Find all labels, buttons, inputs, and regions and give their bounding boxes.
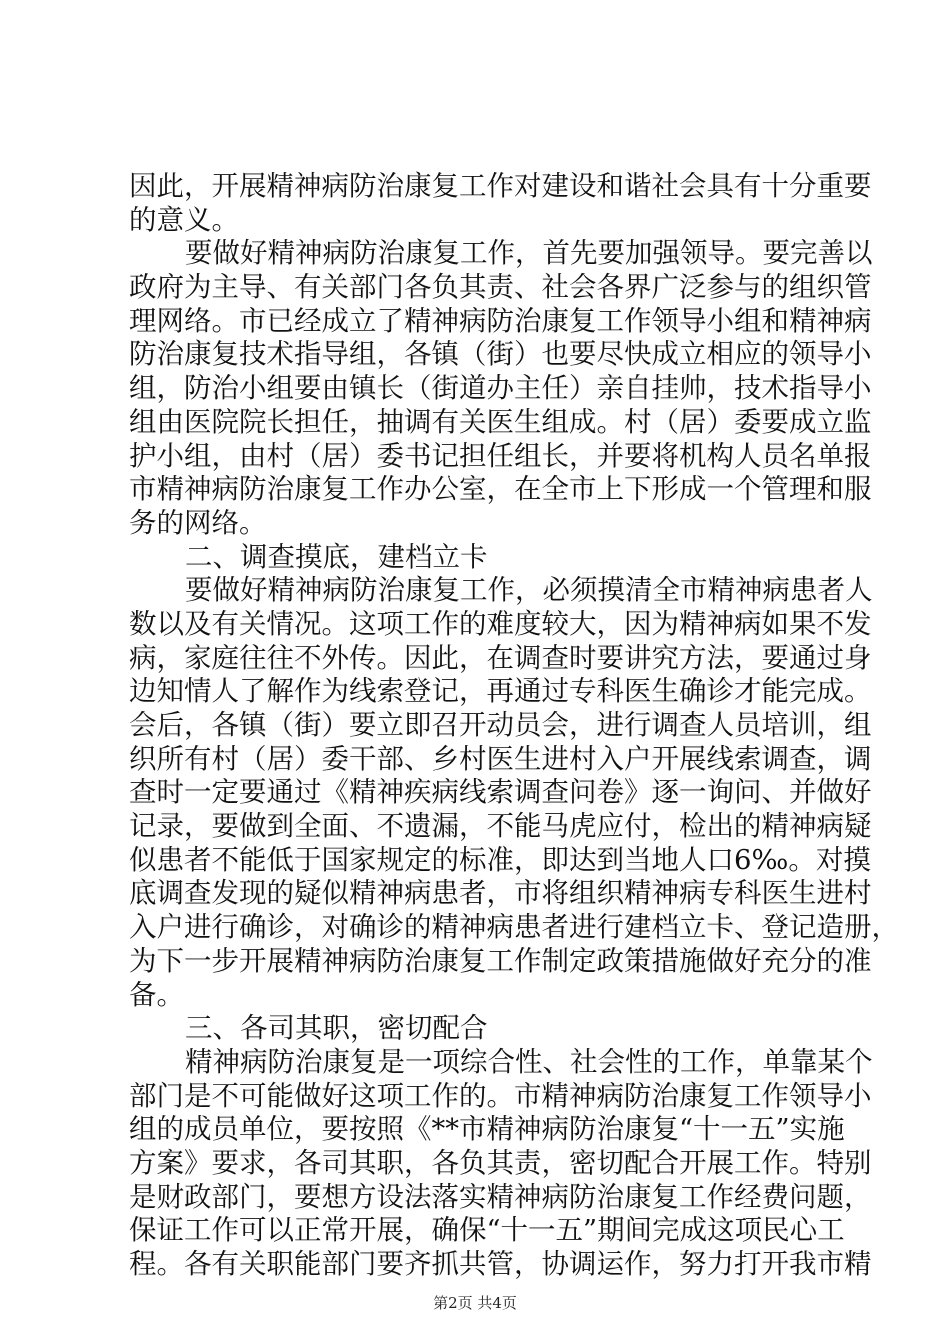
page-footer	[0, 1292, 950, 1313]
text-line: 备。	[129, 978, 184, 1011]
text-line: 理网络。市已经成立了精神病防治康复工作领导小组和精神病	[129, 304, 872, 337]
document-body	[129, 170, 899, 1282]
paragraph	[129, 1012, 829, 1046]
paragraph	[129, 237, 873, 540]
text-line: 似患者不能低于国家规定的标准，即达到当地人口6‰。对摸	[129, 843, 871, 876]
text-line: 精神病防治康复是一项综合性、社会性的工作，单靠某个	[185, 1045, 873, 1078]
text-line: 是财政部门，要想方设法落实精神病防治康复工作经费问题，	[129, 1180, 872, 1213]
text-line: 二、调查摸底，建档立卡	[185, 540, 488, 573]
text-line: 要做好精神病防治康复工作，必须摸清全市精神病患者人	[185, 574, 873, 607]
paragraph	[129, 541, 829, 575]
text-line: 三、各司其职，密切配合	[185, 1012, 488, 1045]
text-line: 病，家庭往往不外传。因此，在调查时要讲究方法，要通过身	[129, 641, 872, 674]
text-line: 为下一步开展精神病防治康复工作制定政策措施做好充分的准	[129, 944, 872, 977]
text-line: 因此，开展精神病防治康复工作对建设和谐社会具有十分重要	[129, 170, 872, 202]
paragraph	[129, 170, 872, 237]
paragraph	[129, 574, 899, 1012]
text-line: 记录，要做到全面、不遗漏，不能马虎应付，检出的精神病疑	[129, 810, 872, 843]
text-line: 组由医院院长担任，抽调有关医生组成。村（居）委要成立监	[129, 405, 872, 438]
page-number-label: 第2页 共4页	[433, 1294, 517, 1312]
text-line: 要做好精神病防治康复工作，首先要加强领导。要完善以	[185, 237, 873, 270]
text-line: 护小组，由村（居）委书记担任组长，并要将机构人员名单报	[129, 439, 872, 472]
text-line: 务的网络。	[129, 506, 267, 539]
text-line: 政府为主导、有关部门各负其责、社会各界广泛参与的组织管	[129, 271, 872, 304]
text-line: 保证工作可以正常开展，确保“十一五”期间完成这项民心工	[129, 1214, 845, 1247]
text-line: 边知情人了解作为线索登记，再通过专科医生确诊才能完成。	[129, 675, 872, 708]
text-line: 程。各有关职能部门要齐抓共管，协调运作，努力打开我市精	[129, 1248, 872, 1280]
text-line: 市精神病防治康复工作办公室，在全市上下形成一个管理和服	[129, 473, 872, 506]
text-line: 数以及有关情况。这项工作的难度较大，因为精神病如果不发	[129, 607, 872, 640]
text-line: 入户进行确诊，对确诊的精神病患者进行建档立卡、登记造册，	[129, 911, 899, 944]
text-line: 查时一定要通过《精神疾病线索调查问卷》逐一询问、并做好	[129, 776, 872, 809]
text-line: 组的成员单位，要按照《**市精神病防治康复“十一五”实施	[129, 1113, 845, 1146]
text-line: 底调查发现的疑似精神病患者，市将组织精神病专科医生进村	[129, 877, 872, 910]
text-line: 会后，各镇（街）要立即召开动员会，进行调查人员培训，组	[129, 709, 872, 741]
paragraph	[129, 1045, 873, 1282]
text-line: 织所有村（居）委干部、乡村医生进村入户开展线索调查，调	[129, 742, 872, 775]
text-line: 防治康复技术指导组，各镇（街）也要尽快成立相应的领导小	[129, 338, 872, 371]
text-line: 的意义。	[129, 203, 239, 236]
text-line: 组，防治小组要由镇长（街道办主任）亲自挂帅，技术指导小	[129, 372, 872, 405]
text-line: 部门是不可能做好这项工作的。市精神病防治康复工作领导小	[129, 1079, 872, 1112]
text-line: 方案》要求，各司其职，各负其责，密切配合开展工作。特别	[129, 1146, 872, 1179]
